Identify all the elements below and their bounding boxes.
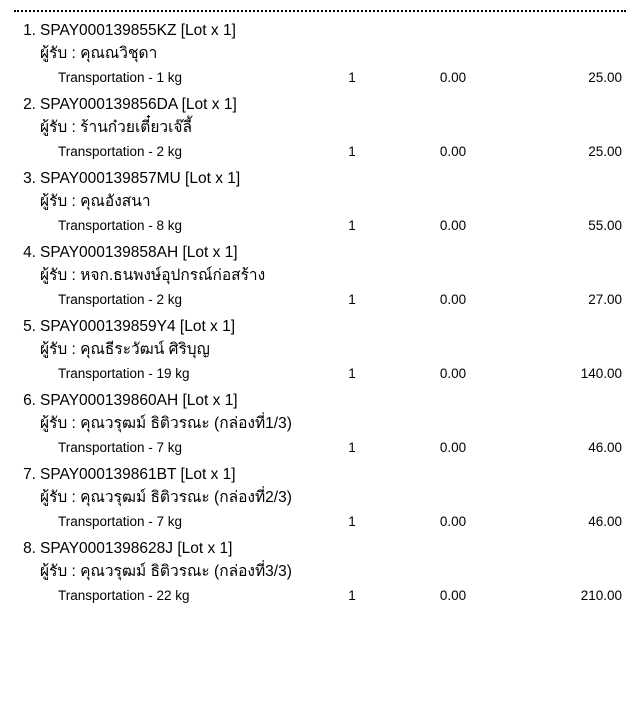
item-description: Transportation - 7 kg	[58, 440, 183, 455]
item-unit-price: 0.00	[439, 588, 467, 603]
invoice-items-page	[0, 10, 640, 716]
item-code: SPAY000139859Y4 [Lot x 1]	[40, 318, 236, 335]
item-amount: 140.00	[580, 366, 622, 381]
item-amount: 27.00	[588, 292, 622, 307]
item-description: Transportation - 8 kg	[58, 218, 183, 233]
item-amount: 210.00	[580, 588, 622, 603]
item-number: 2.	[23, 96, 36, 113]
item-unit-price: 0.00	[439, 440, 467, 455]
item-recipient: ผู้รับ : คุณธีระวัฒน์ ศิริบุญ	[40, 341, 210, 358]
list-item	[14, 464, 626, 534]
item-title	[14, 242, 626, 264]
item-quantity: 1	[348, 144, 356, 159]
item-quantity: 1	[348, 70, 356, 85]
item-detail-row	[14, 288, 626, 312]
item-amount: 46.00	[588, 514, 622, 529]
item-code: SPAY000139855KZ [Lot x 1]	[40, 22, 236, 39]
item-number: 3.	[23, 170, 36, 187]
item-detail-row	[14, 584, 626, 608]
item-description: Transportation - 1 kg	[58, 70, 183, 85]
item-number: 4.	[23, 244, 36, 261]
item-title	[14, 464, 626, 486]
item-detail-row	[14, 510, 626, 534]
item-recipient: ผู้รับ : คุณวรุฒม์ ธิติวรณะ (กล่องที่3/3)	[40, 563, 292, 580]
item-amount: 46.00	[588, 440, 622, 455]
item-code: SPAY0001398628J [Lot x 1]	[40, 540, 233, 557]
item-recipient: ผู้รับ : คุณอังสนา	[40, 193, 151, 210]
item-detail-row	[14, 362, 626, 386]
item-title	[14, 94, 626, 116]
item-quantity: 1	[348, 366, 356, 381]
item-title	[14, 168, 626, 190]
item-code: SPAY000139860AH [Lot x 1]	[40, 392, 238, 409]
item-description: Transportation - 2 kg	[58, 144, 183, 159]
item-recipient: ผู้รับ : คุณวรุฒม์ ธิติวรณะ (กล่องที่2/3)	[40, 489, 292, 506]
item-detail-row	[14, 436, 626, 460]
item-quantity: 1	[348, 440, 356, 455]
list-item	[14, 20, 626, 90]
item-recipient: ผู้รับ : คุณวรุฒม์ ธิติวรณะ (กล่องที่1/3)	[40, 415, 292, 432]
top-divider	[14, 10, 626, 12]
item-title	[14, 390, 626, 412]
item-detail-row	[14, 66, 626, 90]
item-description: Transportation - 19 kg	[58, 366, 190, 381]
item-number: 6.	[23, 392, 36, 409]
item-detail-row	[14, 214, 626, 238]
item-unit-price: 0.00	[439, 218, 467, 233]
item-quantity: 1	[348, 218, 356, 233]
item-amount: 25.00	[588, 70, 622, 85]
item-amount: 25.00	[588, 144, 622, 159]
list-item	[14, 94, 626, 164]
list-item	[14, 316, 626, 386]
item-number: 1.	[23, 22, 36, 39]
item-recipient: ผู้รับ : ร้านก๋วยเตี๋ยวเจ๊ลี้	[40, 119, 192, 136]
item-unit-price: 0.00	[439, 144, 467, 159]
item-title	[14, 316, 626, 338]
item-description: Transportation - 7 kg	[58, 514, 183, 529]
item-amount: 55.00	[588, 218, 622, 233]
list-item	[14, 390, 626, 460]
item-unit-price: 0.00	[439, 292, 467, 307]
item-description: Transportation - 2 kg	[58, 292, 183, 307]
item-title	[14, 20, 626, 42]
item-code: SPAY000139856DA [Lot x 1]	[40, 96, 237, 113]
item-recipient: ผู้รับ : หจก.ธนพงษ์อุปกรณ์ก่อสร้าง	[40, 267, 266, 284]
item-unit-price: 0.00	[439, 514, 467, 529]
item-code: SPAY000139858AH [Lot x 1]	[40, 244, 238, 261]
item-quantity: 1	[348, 292, 356, 307]
item-recipient: ผู้รับ : คุณณวิชุดา	[40, 45, 158, 62]
item-number: 5.	[23, 318, 36, 335]
item-unit-price: 0.00	[439, 366, 467, 381]
item-description: Transportation - 22 kg	[58, 588, 190, 603]
item-code: SPAY000139857MU [Lot x 1]	[40, 170, 241, 187]
item-title	[14, 538, 626, 560]
list-item	[14, 242, 626, 312]
item-unit-price: 0.00	[439, 70, 467, 85]
list-item	[14, 538, 626, 608]
item-number: 8.	[23, 540, 36, 557]
list-item	[14, 168, 626, 238]
item-code: SPAY000139861BT [Lot x 1]	[40, 466, 236, 483]
item-quantity: 1	[348, 514, 356, 529]
item-number: 7.	[23, 466, 36, 483]
item-quantity: 1	[348, 588, 356, 603]
item-detail-row	[14, 140, 626, 164]
